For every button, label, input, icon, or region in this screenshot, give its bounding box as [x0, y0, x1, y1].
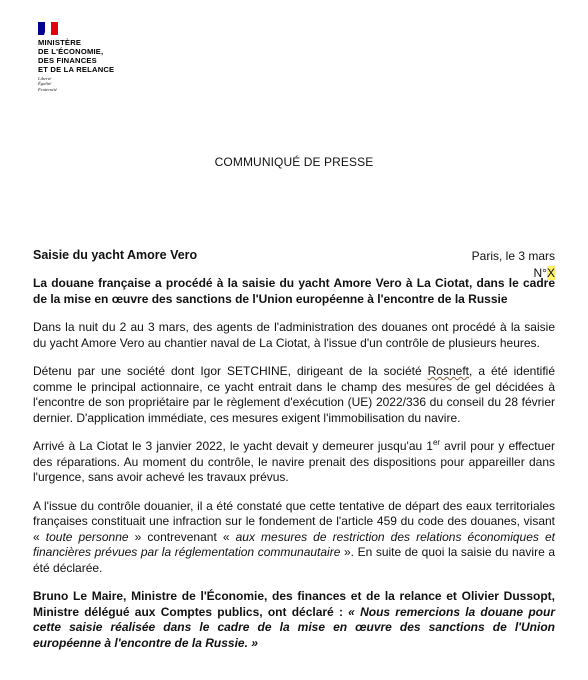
paragraph-seizure: Dans la nuit du 2 au 3 mars, des agents de l'administration des douanes ont procédé à la saisie du yacht Amore Vero au chantier naval de La Ciotat, à l'issue d'un contrôle de plusieurs heures.	[33, 320, 555, 350]
release-number: N°X	[533, 266, 555, 280]
republic-motto: Liberté Égalité Fraternité	[38, 76, 57, 92]
marianne-flag-icon	[38, 22, 58, 35]
release-subject: Saisie du yacht Amore Vero	[33, 248, 198, 262]
ministry-logo	[38, 22, 114, 92]
date-line: Paris, le 3 mars	[471, 249, 555, 263]
paragraph-arrival: Arrivé à La Ciotat le 3 janvier 2022, le yacht devait y demeurer jusqu'au 1er avril pour y effectuer des réparations. Au moment du contrôle, le navire prenait des dispositions pour appareiller dans l'urgence, sans avoir achevé les travaux prévus.	[33, 438, 555, 484]
paragraph-statement: Bruno Le Maire, Ministre de l'Économie, des finances et de la relance et Olivier Dussopt, Ministre délégué aux Comptes publics, ont déclaré : « Nous remercions la douane pour cette saisie réalisée dans le cadre de la mise en œuvre des sanctions de l'Union européenne à l'encontre de la Russie. »	[33, 589, 555, 650]
paragraph-infraction: A l'issue du contrôle douanier, il a été constaté que cette tentative de départ des eaux territoriales françaises constituait une infraction sur le fondement de l'article 459 du code des douanes, visant « toute personne » contrevenant « aux mesures de restriction des relations économiques et financières prévues par la réglementation communautaire ». En suite de quoi la saisie du navire a été déclarée.	[33, 498, 555, 575]
ministry-name: MINISTÈRE DE L'ÉCONOMIE, DES FINANCES ET DE LA RELANCE	[38, 38, 115, 74]
ministers-quote: « Nous remercions la douane pour cette saisie réalisée dans le cadre de la mise en œuvre des sanctions de l'Union européenne à l'encontre de la Russie. »	[33, 604, 555, 650]
press-release-title: COMMUNIQUÉ DE PRESSE	[214, 155, 374, 169]
company-name: Rosneft	[427, 364, 469, 378]
paragraph-owner: Détenu par une société dont Igor SETCHINE, dirigeant de la société Rosneft, a été identifié comme le principal actionnaire, ce yacht entrait dans le champ des mesures de gel décidées à l'encontre de son propriétaire par le règlement d'exécution (UE) 2022/336 du conseil du 28 février dernier. D'application immédiate, ces mesures exigent l'immobilisation du navire.	[33, 364, 555, 425]
release-body	[33, 276, 555, 664]
highlighted-number: X	[546, 266, 555, 280]
lead-paragraph: La douane française a procédé à la saisie du yacht Amore Vero à La Ciotat, dans le cadre de la mise en œuvre des sanctions de l'Union européenne à l'encontre de la Russie	[33, 276, 555, 306]
